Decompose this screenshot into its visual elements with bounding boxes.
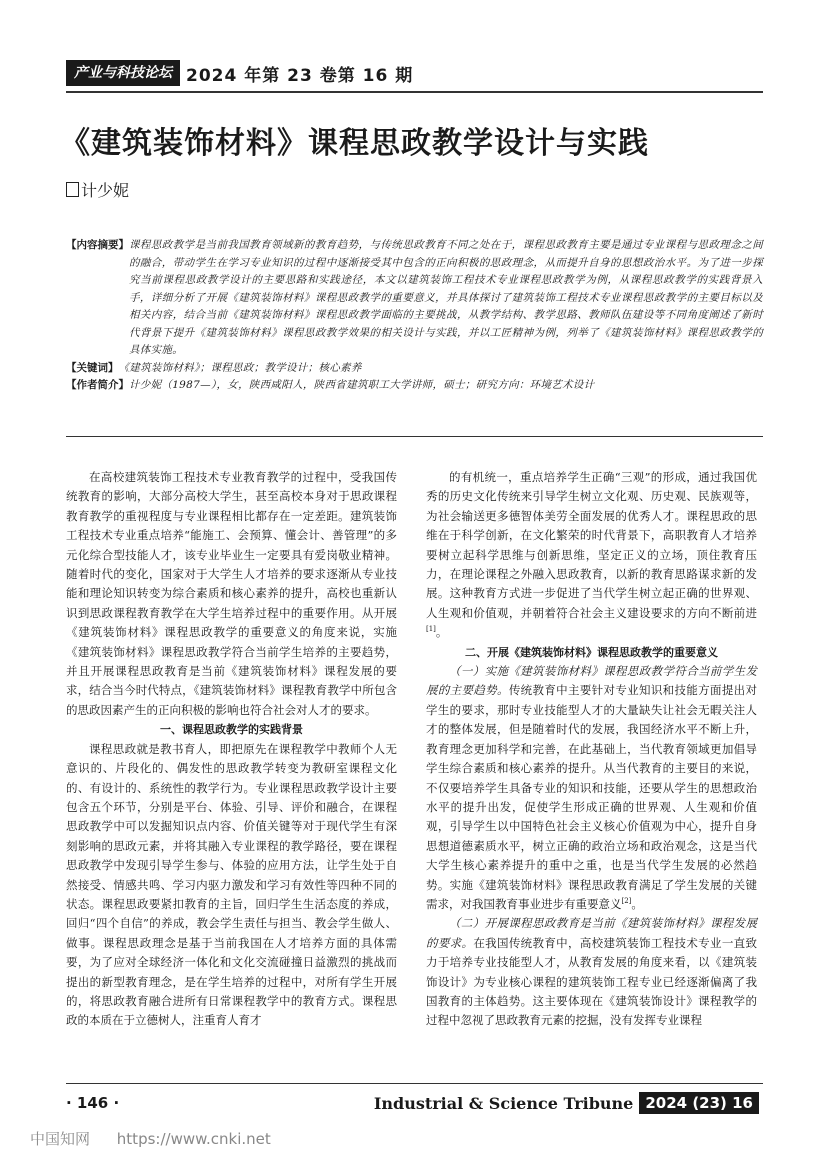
paragraph-end: 。: [631, 896, 643, 911]
footer-tribune: [374, 1092, 759, 1114]
tribune-name: Industrial & Science Tribune: [373, 1093, 634, 1113]
paragraph-text: 在我国传统教育中，高校建筑装饰工程技术专业一直致力于培养专业技能型人才，从教育发展的角度来看，以《建筑装饰设计》为专业核心课程的建筑装饰工程专业已经逐渐偏离了我国教育的主体趋势。这主要体现在《建筑装饰设计》课程教学的过程中忽视了思政教育元素的挖掘，没有发挥专业课程: [426, 935, 758, 1028]
keywords-text: 《建筑装饰材料》；课程思政；教学设计；核心素养: [118, 361, 362, 374]
journal-name: 产业与科技论坛: [66, 60, 180, 86]
author-line: [66, 178, 129, 201]
issue-line: 2024 年第 23 卷第 16 期: [186, 65, 414, 86]
paragraph-text: 传统教育中主要针对专业知识和技能方面提出对学生的要求，那时专业技能型人才的大量缺失让社会无暇关注人才的整体发展，但是随着时代的发展，我国经济水平不断上升，教育理念更加科学和完善，在此基础上，当代教育领域更加倡导学生综合素质和核心素养的提升。从当代教育的主要目的来说，不仅要培养学生具备专业的知识和技能，还要从学生的思想政治水平的提升出发，促使学生形成正确的世界观、人生观和价值观，引导学生以中国特色社会主义核心价值观为中心，提升自身思想道德素质水平，树立正确的政治立场和政治观念，这是当代大学生核心素养提升的重中之重，也是当代学生发展的必然趋势。实施《建筑装饰材料》课程思政教育满足了学生发展的关键需求，对我国教育事业进步有重要意义: [426, 683, 758, 911]
article-title: 《建筑装饰材料》课程思政教学设计与实践: [60, 126, 649, 161]
citation-ref: [2]: [621, 897, 632, 906]
right-column: [426, 468, 757, 1031]
subsection-lead: （一）实施《建筑装饰材料》课程思政教学符合当前学生发展的主要趋势。: [426, 664, 757, 698]
footer-rule: [66, 1083, 763, 1084]
author-bio-label: 【作者简介】: [66, 379, 129, 391]
abstract-text: 课程思政教学是当前我国教育领域新的教育趋势，与传统思政教育不同之处在于，课程思政教育主要是通过专业课程与思政理念之间的融合，带动学生在学习专业知识的过程中逐渐接受其中包含的正向积极的思政理念，从而提升自身的思想政治水平。为了进一步探究当前课程思政教学设计的主要思路和实践途径，本文以建筑装饰工程技术专业课程思政教学为例，从课程思政教学的实践背景入手，详细分析了开展《建筑装饰材料》课程思政教学的重要意义，并具体探讨了建筑装饰工程技术专业课程思政教学的主要目标以及相关内容，结合当前《建筑装饰材料》课程思政教学面临的主要挑战，从教学结构、教学思路、教师队伍建设等不同角度阐述了新时代背景下提升《建筑装饰材料》课程思政教学效果的相关设计与实践，并以工匠精神为例，列举了《建筑装饰材料》课程思政教学的具体实施。: [129, 239, 763, 356]
section-heading: 二、开展《建筑装饰材料》课程思政教学的重要意义: [465, 645, 718, 659]
watermark-site: 中国知网: [30, 1130, 91, 1148]
body-paragraph: [426, 914, 757, 1030]
abstract-rule: [66, 436, 763, 437]
paragraph-end: 。: [435, 625, 448, 640]
author-name: 计少妮: [81, 181, 130, 200]
body-paragraph: 在高校建筑装饰工程技术专业教育教学的过程中，受我国传统教育的影响，大部分高校大学生，甚至高校本身对于思政课程教育教学的重视程度与专业课程相比都存在一定差距。建筑装饰工程技术专业重点培养“能施工、会预算、懂会计、善管理”的多元化综合型技能人才，该专业毕业生一定要具有爱岗敬业精神。随着时代的变化，国家对于大学生人才培养的要求逐渐从专业技能和理论知识转变为综合素质和核心素养的提升，高校也重新认识到思政课程教育教学在大学生培养过程中的重要作用。从开展《建筑装饰材料》课程思政教学的重要意义的角度来说，实施《建筑装饰材料》课程思政教学符合当前学生培养的主要趋势，并且开展课程思政教育是当前《建筑装饰材料》课程发展的要求，结合当今时代特点，《建筑装饰材料》课程教育教学中所包含的思政因素产生的正向积极的影响也符合社会对人才的要求。: [66, 470, 397, 717]
abstract-label: 【内容摘要】: [66, 239, 129, 251]
citation-ref: [1]: [426, 625, 436, 634]
body-paragraph: [426, 468, 757, 643]
abstract-block: [66, 237, 763, 395]
body-paragraph: 课程思政就是教书育人，即把原先在课程教学中教师个人无意识的、片段化的、偶发性的思政教学转变为教研室课程文化的、有设计的、系统性的教学行为。专业课程思政教学设计主要包含五个环节，分别是平台、体验、引导、评价和融合，在课程思政教学中可以发掘知识点内容、价值关键等对于现代学生有深刻影响的思政元素，并将其融入专业课程的教学路径，要在课程思政教学中发现引导学生参与、体验的应用方法，让学生处于自然接受、情感共鸣、学习内驱力激发和学习有效性等四种不同的状态。课程思政要紧扣教育的主旨，回归学生生活态度的养成，回归“四个自信”的养成，教会学生责任与担当、教会学生做人、做事。课程思政理念是基于当前我国在人才培养方面的具体需要，为了应对全球经济一体化和文化交流碰撞日益激烈的挑战而提出的新型教育理念，是在学生培养的过程中，对所有学生开展的，将思政教育融合进所有日常课程教学中的教育方式。课程思政的本质在于立德树人，注重育人育才: [66, 741, 397, 1028]
journal-header: [66, 58, 413, 88]
subsection-lead: （二）开展课程思政教育是当前《建筑装饰材料》课程发展的要求。: [426, 916, 757, 950]
paragraph-text: 的有机统一，重点培养学生正确“三观”的形成，通过我国优秀的历史文化传统来引导学生树立文化观、历史观、民族观等，为社会输送更多德智体美劳全面发展的优秀人才。课程思政的思维在于科学创新，在文化繁荣的时代背景下，高职教育人才培养要树立起科学思维与创新思维，坚定正义的立场，顶住教育压力，在理论课程之外融入思政教育，以新的教育思路谋求新的发展。这种教育方式进一步促进了当代学生树立起正确的世界观、人生观和价值观，并朝着符合社会主义建设要求的方向不断前进: [426, 470, 757, 620]
tribune-issue: 2024 (23) 16: [639, 1092, 759, 1114]
abstract-row: [66, 237, 763, 360]
section-heading: 一、课程思政教学的实践背景: [160, 723, 303, 737]
page-number: · 146 ·: [66, 1094, 120, 1112]
square-icon: [66, 182, 79, 197]
watermark-url[interactable]: https://www.cnki.net: [116, 1130, 271, 1148]
left-column: [66, 468, 397, 1031]
author-bio-row: [66, 377, 763, 395]
watermark: [30, 1128, 293, 1149]
keywords-label: 【关键词】: [66, 361, 119, 374]
header-rule: [66, 91, 763, 93]
author-bio-text: 计少妮（1987—），女，陕西咸阳人，陕西省建筑职工大学讲师，硕士；研究方向：环境艺术设计: [129, 379, 595, 391]
body-paragraph: [426, 662, 757, 914]
keywords-row: [66, 360, 763, 378]
